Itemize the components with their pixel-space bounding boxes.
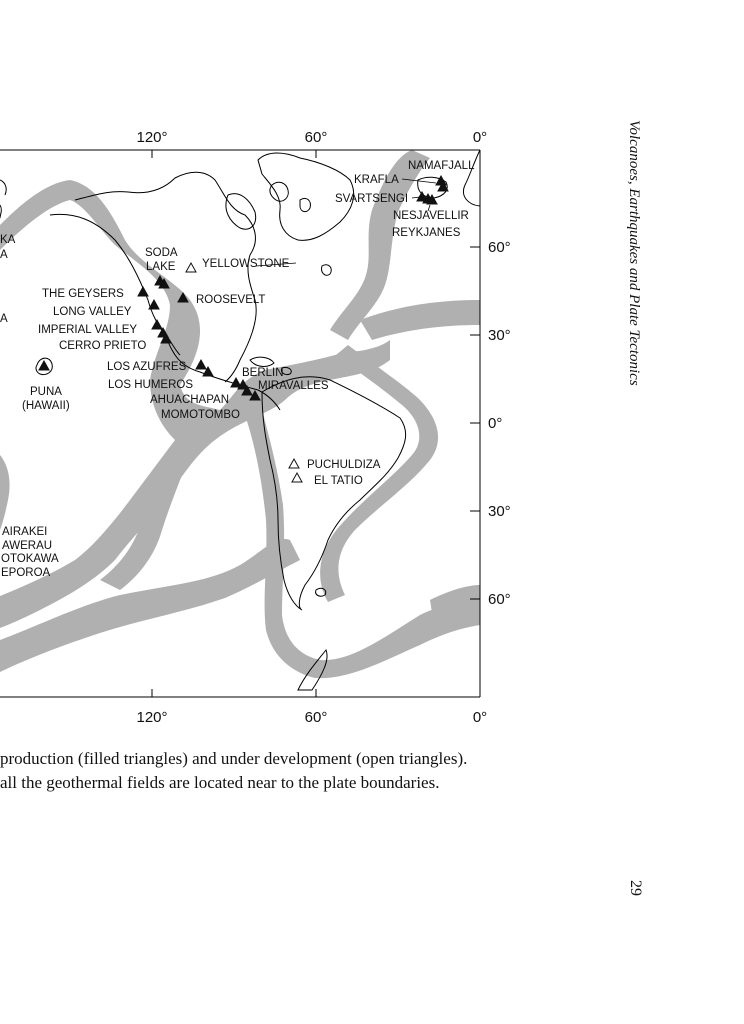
page-number: 29 [627, 880, 644, 896]
label-imperial-valley: IMPERIAL VALLEY [38, 324, 138, 336]
triangle-long-valley [149, 300, 159, 309]
label-new-zealand-1: AIRAKEI [2, 526, 48, 538]
label-nesjavellir: NESJAVELLIR [393, 210, 469, 222]
field-labels [0, 160, 475, 579]
label-reykjanes: REYKJANES [392, 227, 461, 239]
lat-label-1: 30° [488, 327, 511, 344]
label-hawaii: (HAWAII) [22, 400, 70, 412]
label-roosevelt: ROOSEVELT [196, 294, 266, 306]
label-new-zealand-2: AWERAU [2, 540, 53, 552]
label-soda: SODA [145, 247, 178, 259]
triangle-yellowstone [186, 263, 196, 272]
label-el-tatio: EL TATIO [314, 475, 363, 487]
east-pacific-south-band [100, 445, 190, 590]
label-los-azufres: LOS AZUFRES [107, 361, 187, 373]
label-momotombo: MOMOTOMBO [161, 409, 241, 421]
arctic-islands [270, 182, 310, 211]
atlantic-to-ridge-band [360, 300, 480, 340]
lat-label-3: 30° [488, 503, 511, 520]
triangle-el-tatio [292, 473, 302, 482]
triangle-los-azufres [196, 360, 206, 369]
triangle-the-geysers [138, 287, 148, 296]
figure-caption-line-2: all the geothermal fields are located near to the plate boundaries. [0, 773, 440, 792]
lat-label-2: 0° [488, 415, 503, 432]
lon-label-top-3: 0° [472, 129, 488, 146]
label-edge-a1: A [0, 249, 8, 261]
lon-label-bottom-3: 0° [472, 709, 488, 726]
label-los-humeros: LOS HUMEROS [108, 379, 193, 391]
triangle-imperial-valley [152, 320, 162, 329]
label-edge-a2: A [0, 313, 8, 325]
lon-label-top-1: 120° [136, 129, 168, 146]
label-cerro-prieto: CERRO PRIETO [59, 340, 147, 352]
running-head: Volcanoes, Earthquakes and Plate Tectonics [626, 120, 642, 386]
europe-coast [463, 150, 480, 206]
label-namafjall: NAMAFJALL [408, 160, 475, 172]
lat-label-0: 60° [488, 239, 511, 256]
lat-label-4: 60° [488, 591, 511, 608]
label-krafla: KRAFLA [354, 174, 399, 186]
label-new-zealand-4: EPOROA [1, 567, 51, 579]
lon-label-bottom-2: 60° [304, 709, 328, 726]
label-the-geysers: THE GEYSERS [42, 288, 124, 300]
label-new-zealand-3: OTOKAWA [1, 553, 59, 565]
label-yellowstone: YELLOWSTONE [202, 258, 290, 270]
label-long-valley: LONG VALLEY [53, 306, 132, 318]
lon-label-top-2: 60° [304, 129, 328, 146]
label-puchuldiza: PUCHULDIZA [307, 459, 381, 471]
north-pacific-left-band [0, 455, 10, 530]
lon-label-bottom-1: 120° [136, 709, 168, 726]
label-berlin: BERLIN [242, 367, 284, 379]
newfoundland [322, 265, 332, 276]
label-svartsengi: SVARTSENGI [335, 193, 409, 205]
triangle-puchuldiza [289, 459, 299, 468]
triangle-puna [39, 361, 49, 370]
alaska-coast [0, 180, 6, 218]
label-edge-ka: KA [0, 234, 16, 246]
label-miravalles: MIRAVALLES [258, 380, 329, 392]
figure-caption-line-1: production (filled triangles) and under development (open triangles). [0, 749, 468, 768]
label-lake: LAKE [146, 261, 176, 273]
label-puna: PUNA [30, 386, 62, 398]
label-ahuachapan: AHUACHAPAN [150, 394, 230, 406]
